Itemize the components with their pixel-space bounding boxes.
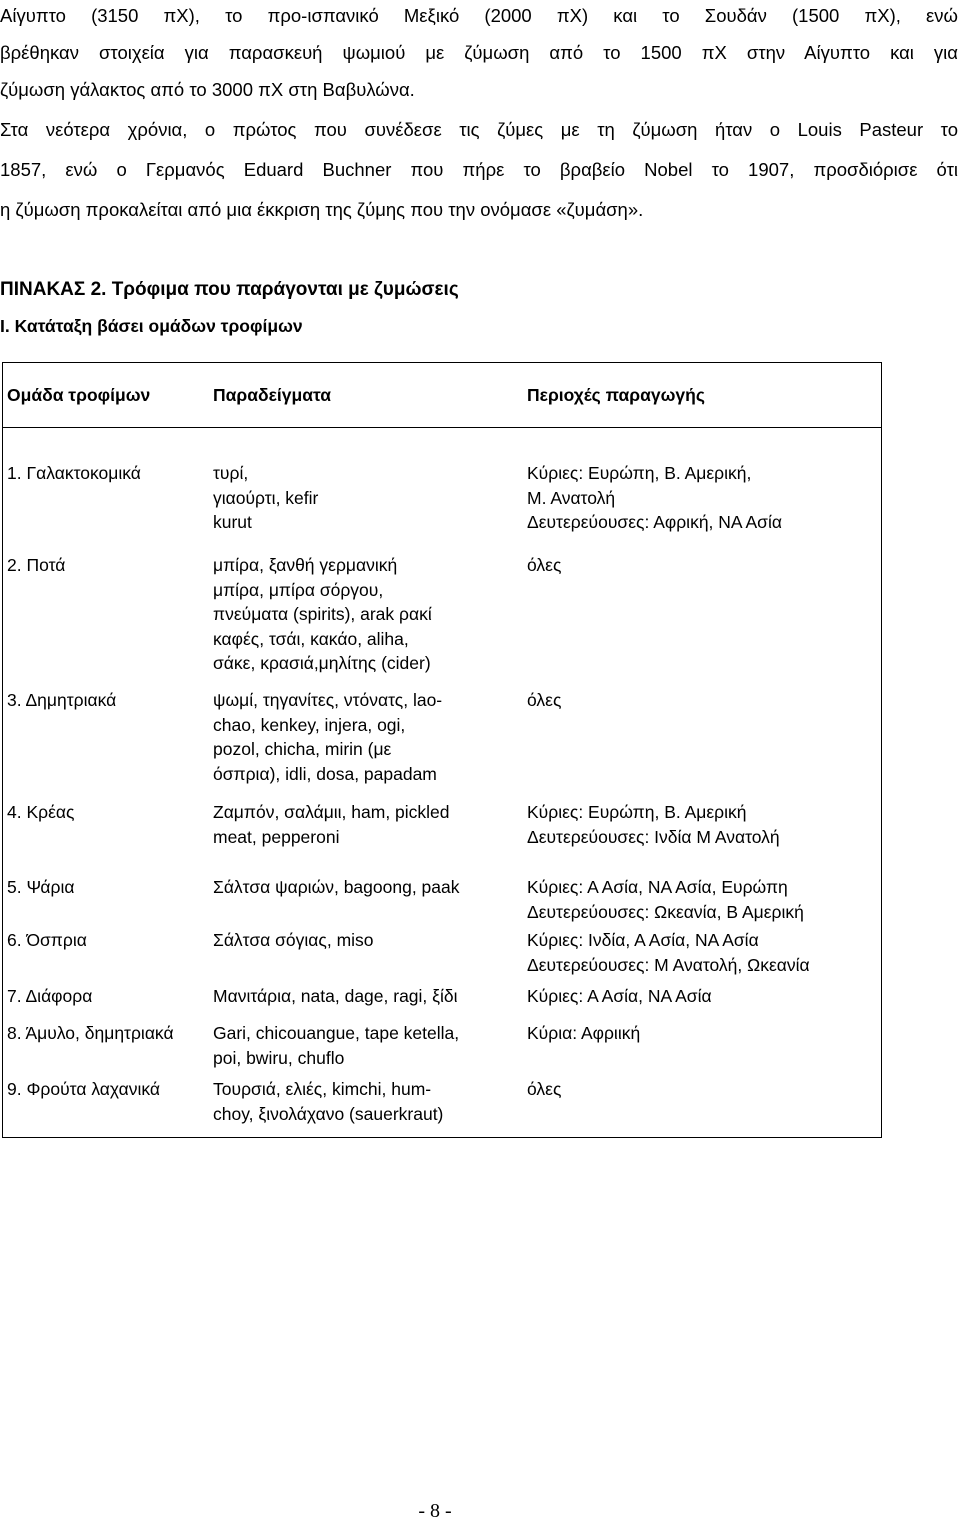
intro-line: 1857, ενώ ο Γερμανός Eduard Buchner που πήρε το βραβείο Nobel το 1907, προσδιόρισε ότι bbox=[0, 159, 958, 180]
row-group: 3. Δημητριακά bbox=[7, 690, 117, 710]
row-regions: όλες bbox=[527, 690, 562, 710]
row-regions: Κύριες: Ευρώπη, Β. Αμερική Δευτερεύουσες: Ινδία Μ Ανατολή bbox=[527, 802, 780, 847]
intro-line: η ζύμωση προκαλείται από μια έκκριση της ζύμης που την ονόμασε «ζυμάση». bbox=[0, 199, 644, 220]
row-examples: Μανιτάρια, nata, dage, ragi, ξίδι bbox=[213, 986, 458, 1006]
row-regions: Κύριες: Ινδία, Α Ασία, ΝΑ Ασία Δευτερεύουσες: Μ Ανατολή, Ωκεανία bbox=[527, 930, 810, 975]
table-header-divider bbox=[2, 427, 882, 428]
row-examples: τυρί, γιαούρτι, kefir kurut bbox=[213, 463, 319, 532]
row-examples: Τουρσιά, ελιές, kimchi, hum- choy, ξινολάχανο (sauerkraut) bbox=[213, 1079, 444, 1124]
row-group: 4. Κρέας bbox=[7, 802, 75, 822]
row-examples: Ζαμπόν, σαλάμιι, ham, pickled meat, pepperoni bbox=[213, 802, 450, 847]
row-examples: μπίρα, ξανθή γερμανική μπίρα, μπίρα σόργου, πνεύματα (spirits), arak ρακί καφές, τσάι, κακάο, aliha, σάκε, κρασιά,μηλίτης (cider) bbox=[213, 555, 432, 673]
row-regions: Κύρια: Αφριική bbox=[527, 1023, 641, 1043]
row-group: 7. Διάφορα bbox=[7, 986, 93, 1006]
header-regions: Περιοχές παραγωγής bbox=[527, 385, 705, 405]
intro-line: ζύμωση γάλακτος από το 3000 πΧ στη Βαβυλώνα. bbox=[0, 79, 415, 100]
row-regions: όλες bbox=[527, 1079, 562, 1099]
intro-line: Αίγυπτο (3150 πΧ), το προ-ισπανικό Μεξικό (2000 πΧ) και το Σουδάν (1500 πΧ), ενώ bbox=[0, 5, 958, 26]
row-examples: Gari, chicouangue, tape ketella, poi, bwiru, chuflo bbox=[213, 1023, 460, 1068]
row-group: 1. Γαλακτοκομικά bbox=[7, 463, 141, 483]
row-regions: όλες bbox=[527, 555, 562, 575]
page-number: - 8 - bbox=[418, 1500, 452, 1522]
table-subtitle: Ι. Κατάταξη βάσει ομάδων τροφίμων bbox=[0, 316, 303, 336]
row-examples: ψωμί, τηγανίτες, ντόνατς, lao- chao, kenkey, injera, ogi, pozol, chicha, mirin (με όσπρια), idli, dosa, papadam bbox=[213, 690, 443, 784]
intro-line: Στα νεότερα χρόνια, ο πρώτος που συνέδεσε τις ζύμες με τη ζύμωση ήταν ο Louis Pasteur το bbox=[0, 119, 958, 140]
table-title: ΠΙΝΑΚΑΣ 2. Τρόφιμα που παράγονται με ζυμώσεις bbox=[0, 279, 459, 300]
row-examples: Σάλτσα ψαριών, bagoong, paak bbox=[213, 877, 460, 897]
header-food-group: Ομάδα τροφίμων bbox=[7, 385, 151, 405]
row-group: 5. Ψάρια bbox=[7, 877, 75, 897]
row-group: 9. Φρούτα λαχανικά bbox=[7, 1079, 161, 1099]
header-examples: Παραδείγματα bbox=[213, 385, 332, 405]
row-group: 8. Άμυλο, δημητριακά bbox=[7, 1023, 174, 1043]
intro-line: βρέθηκαν στοιχεία για παρασκευή ψωμιού με ζύμωση από το 1500 πΧ στην Αίγυπτο και για bbox=[0, 42, 958, 63]
row-regions: Κύριες: Ευρώπη, Β. Αμερική, Μ. Ανατολή Δευτερεύουσες: Αφρική, ΝΑ Ασία bbox=[527, 463, 782, 532]
row-examples: Σάλτσα σόγιας, miso bbox=[213, 930, 374, 950]
row-regions: Κύριες: Α Ασία, ΝΑ Ασία, Ευρώπη Δευτερεύουσες: Ωκεανία, Β Αμερική bbox=[527, 877, 804, 922]
row-regions: Κύριες: Α Ασία, ΝΑ Ασία bbox=[527, 986, 712, 1006]
row-group: 6. Όσπρια bbox=[7, 930, 87, 950]
row-group: 2. Ποτά bbox=[7, 555, 66, 575]
